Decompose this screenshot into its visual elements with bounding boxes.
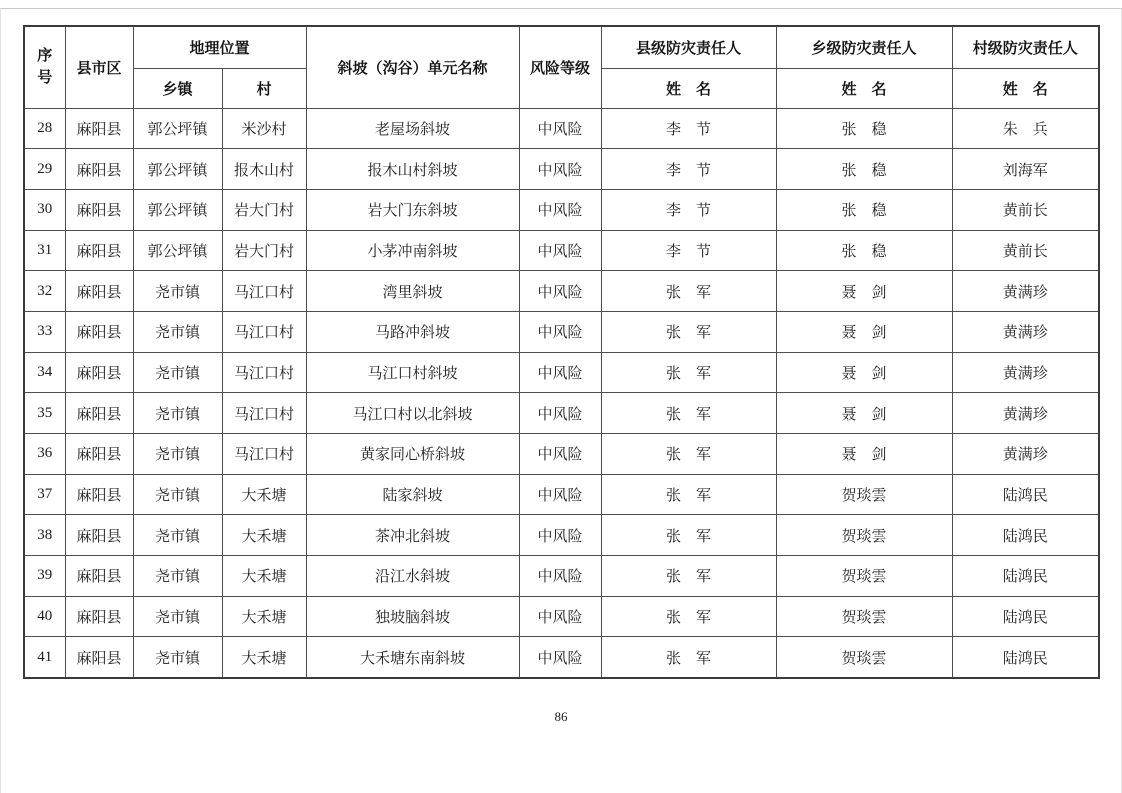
cell-village: 大禾塘: [222, 556, 306, 597]
cell-village-person: 陆鸿民: [952, 474, 1099, 515]
cell-county-person: 张 军: [601, 474, 776, 515]
cell-village-person: 黄满珍: [952, 434, 1099, 475]
cell-slope-name: 老屋场斜坡: [306, 108, 519, 149]
table-row: [24, 149, 1099, 190]
cell-county: 麻阳县: [65, 393, 133, 434]
cell-slope-name: 黄家同心桥斜坡: [306, 434, 519, 475]
cell-county-person: 李 节: [601, 149, 776, 190]
cell-serial: 28: [24, 108, 65, 149]
cell-serial: 29: [24, 149, 65, 190]
cell-risk-level: 中风险: [519, 434, 601, 475]
col-risk-header: 风险等级: [519, 26, 601, 108]
cell-serial: 39: [24, 556, 65, 597]
cell-township-person: 贺琰雲: [776, 556, 952, 597]
col-name-header-township: 姓 名: [776, 68, 952, 108]
cell-village-person: 黄满珍: [952, 393, 1099, 434]
cell-village: 马江口村: [222, 271, 306, 312]
cell-county: 麻阳县: [65, 108, 133, 149]
cell-county: 麻阳县: [65, 189, 133, 230]
table-row: [24, 271, 1099, 312]
col-county-header: 县市区: [65, 26, 133, 108]
cell-slope-name: 岩大门东斜坡: [306, 189, 519, 230]
cell-county-person: 张 军: [601, 393, 776, 434]
cell-village: 大禾塘: [222, 637, 306, 678]
cell-township: 尧市镇: [133, 434, 222, 475]
cell-county-person: 张 军: [601, 311, 776, 352]
cell-serial: 38: [24, 515, 65, 556]
header-row-1: [24, 26, 1099, 68]
cell-slope-name: 茶冲北斜坡: [306, 515, 519, 556]
cell-risk-level: 中风险: [519, 311, 601, 352]
cell-village-person: 黄满珍: [952, 271, 1099, 312]
cell-township: 尧市镇: [133, 393, 222, 434]
cell-serial: 31: [24, 230, 65, 271]
cell-risk-level: 中风险: [519, 271, 601, 312]
cell-slope-name: 马江口村斜坡: [306, 352, 519, 393]
cell-village-person: 陆鸿民: [952, 637, 1099, 678]
cell-township: 尧市镇: [133, 556, 222, 597]
cell-township: 尧市镇: [133, 271, 222, 312]
table-row: [24, 311, 1099, 352]
col-village-header: 村: [222, 68, 306, 108]
cell-township-person: 贺琰雲: [776, 637, 952, 678]
cell-village-person: 陆鸿民: [952, 556, 1099, 597]
col-serial-header: [24, 26, 65, 108]
cell-village-person: 黄前长: [952, 189, 1099, 230]
cell-county: 麻阳县: [65, 515, 133, 556]
cell-slope-name: 沿江水斜坡: [306, 556, 519, 597]
cell-county: 麻阳县: [65, 271, 133, 312]
cell-county-person: 张 军: [601, 556, 776, 597]
cell-county: 麻阳县: [65, 556, 133, 597]
cell-risk-level: 中风险: [519, 352, 601, 393]
col-village-person-header: 村级防灾责任人: [952, 26, 1099, 68]
cell-village: 岩大门村: [222, 189, 306, 230]
cell-county-person: 李 节: [601, 230, 776, 271]
col-location-header: 地理位置: [133, 26, 306, 68]
cell-risk-level: 中风险: [519, 189, 601, 230]
cell-slope-name: 独坡脑斜坡: [306, 596, 519, 637]
cell-township-person: 聂 剑: [776, 393, 952, 434]
cell-county: 麻阳县: [65, 149, 133, 190]
cell-serial: 30: [24, 189, 65, 230]
page-number: 86: [554, 709, 568, 724]
cell-serial: 40: [24, 596, 65, 637]
cell-village-person: 陆鸿民: [952, 515, 1099, 556]
col-township-header: 乡镇: [133, 68, 222, 108]
cell-township-person: 张 稳: [776, 230, 952, 271]
cell-township: 尧市镇: [133, 474, 222, 515]
cell-township-person: 贺琰雲: [776, 515, 952, 556]
cell-township: 尧市镇: [133, 311, 222, 352]
cell-county-person: 张 军: [601, 637, 776, 678]
cell-risk-level: 中风险: [519, 637, 601, 678]
table-row: [24, 230, 1099, 271]
cell-risk-level: 中风险: [519, 149, 601, 190]
cell-serial: 34: [24, 352, 65, 393]
cell-village: 马江口村: [222, 311, 306, 352]
cell-risk-level: 中风险: [519, 556, 601, 597]
cell-county-person: 张 军: [601, 515, 776, 556]
cell-village: 大禾塘: [222, 596, 306, 637]
cell-village: 大禾塘: [222, 474, 306, 515]
cell-village-person: 黄前长: [952, 230, 1099, 271]
table-row: [24, 393, 1099, 434]
table-row: [24, 189, 1099, 230]
col-name-header-county: 姓 名: [601, 68, 776, 108]
cell-county-person: 张 军: [601, 352, 776, 393]
cell-township: 郭公坪镇: [133, 149, 222, 190]
cell-slope-name: 大禾塘东南斜坡: [306, 637, 519, 678]
cell-slope-name: 湾里斜坡: [306, 271, 519, 312]
cell-slope-name: 小茅冲南斜坡: [306, 230, 519, 271]
cell-serial: 32: [24, 271, 65, 312]
cell-village: 大禾塘: [222, 515, 306, 556]
cell-county-person: 张 军: [601, 596, 776, 637]
table-row: [24, 596, 1099, 637]
cell-village-person: 黄满珍: [952, 311, 1099, 352]
col-serial-header-label: 序号: [37, 46, 53, 87]
cell-risk-level: 中风险: [519, 596, 601, 637]
cell-township-person: 聂 剑: [776, 352, 952, 393]
cell-risk-level: 中风险: [519, 230, 601, 271]
cell-serial: 33: [24, 311, 65, 352]
col-county-person-header: 县级防灾责任人: [601, 26, 776, 68]
cell-township-person: 聂 剑: [776, 271, 952, 312]
table-row: [24, 352, 1099, 393]
table-row: [24, 474, 1099, 515]
cell-county-person: 李 节: [601, 108, 776, 149]
col-name-header-village: 姓 名: [952, 68, 1099, 108]
cell-village: 马江口村: [222, 393, 306, 434]
cell-serial: 41: [24, 637, 65, 678]
cell-county-person: 张 军: [601, 434, 776, 475]
cell-township-person: 贺琰雲: [776, 474, 952, 515]
cell-village-person: 朱 兵: [952, 108, 1099, 149]
cell-county-person: 李 节: [601, 189, 776, 230]
cell-village: 马江口村: [222, 434, 306, 475]
cell-township: 郭公坪镇: [133, 230, 222, 271]
col-township-person-header: 乡级防灾责任人: [776, 26, 952, 68]
cell-serial: 35: [24, 393, 65, 434]
cell-slope-name: 马江口村以北斜坡: [306, 393, 519, 434]
cell-township: 尧市镇: [133, 596, 222, 637]
table-row: [24, 434, 1099, 475]
cell-slope-name: 陆家斜坡: [306, 474, 519, 515]
responsibility-table: [23, 25, 1100, 679]
cell-township-person: 聂 剑: [776, 311, 952, 352]
cell-county: 麻阳县: [65, 230, 133, 271]
cell-county: 麻阳县: [65, 474, 133, 515]
cell-slope-name: 报木山村斜坡: [306, 149, 519, 190]
cell-township-person: 张 稳: [776, 189, 952, 230]
cell-village: 岩大门村: [222, 230, 306, 271]
cell-serial: 36: [24, 434, 65, 475]
cell-village-person: 黄满珍: [952, 352, 1099, 393]
cell-slope-name: 马路冲斜坡: [306, 311, 519, 352]
cell-village-person: 陆鸿民: [952, 596, 1099, 637]
cell-township: 郭公坪镇: [133, 108, 222, 149]
cell-township-person: 张 稳: [776, 108, 952, 149]
cell-county: 麻阳县: [65, 434, 133, 475]
table-row: [24, 515, 1099, 556]
cell-township: 尧市镇: [133, 515, 222, 556]
table-row: [24, 556, 1099, 597]
cell-township: 郭公坪镇: [133, 189, 222, 230]
table-row: [24, 108, 1099, 149]
cell-county: 麻阳县: [65, 311, 133, 352]
cell-village-person: 刘海军: [952, 149, 1099, 190]
cell-risk-level: 中风险: [519, 515, 601, 556]
cell-risk-level: 中风险: [519, 108, 601, 149]
cell-township-person: 张 稳: [776, 149, 952, 190]
cell-risk-level: 中风险: [519, 393, 601, 434]
cell-village: 报木山村: [222, 149, 306, 190]
cell-township-person: 贺琰雲: [776, 596, 952, 637]
cell-township: 尧市镇: [133, 637, 222, 678]
table-row: [24, 637, 1099, 678]
col-slope-header: 斜坡（沟谷）单元名称: [306, 26, 519, 108]
cell-village: 马江口村: [222, 352, 306, 393]
table-body: [24, 108, 1099, 678]
cell-county-person: 张 军: [601, 271, 776, 312]
cell-serial: 37: [24, 474, 65, 515]
cell-county: 麻阳县: [65, 596, 133, 637]
cell-county: 麻阳县: [65, 637, 133, 678]
cell-township: 尧市镇: [133, 352, 222, 393]
cell-county: 麻阳县: [65, 352, 133, 393]
table-header: [24, 26, 1099, 108]
cell-township-person: 聂 剑: [776, 434, 952, 475]
cell-risk-level: 中风险: [519, 474, 601, 515]
cell-village: 米沙村: [222, 108, 306, 149]
